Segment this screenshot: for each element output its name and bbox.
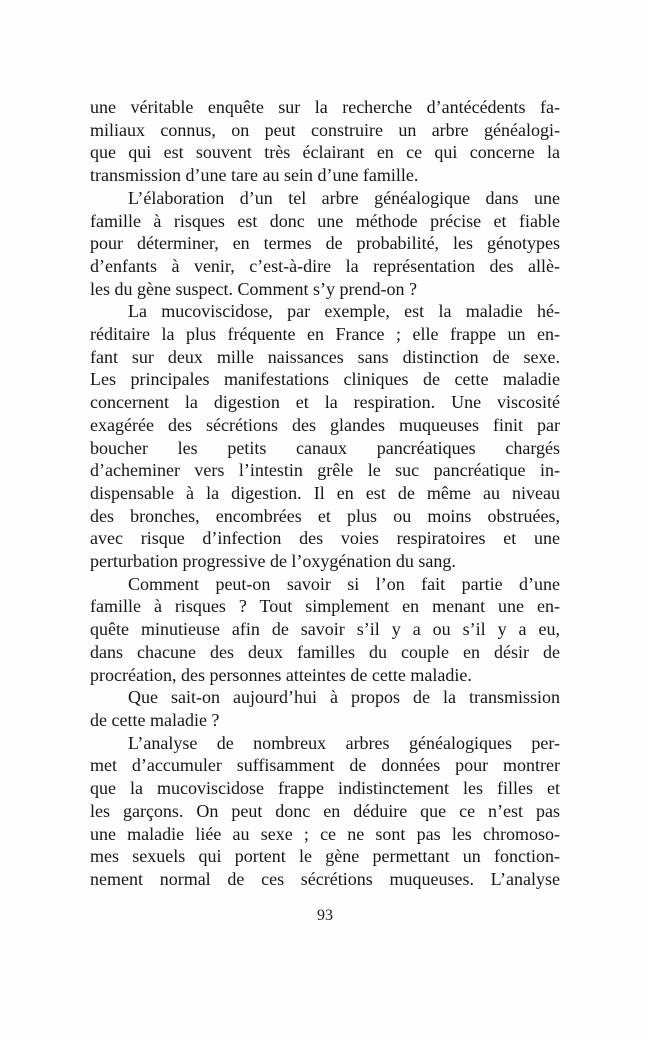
text-line: une véritable enquête sur la recherche d’antécédents fa- (90, 97, 560, 117)
text-line: L’élaboration d’un tel arbre généalogique dans une (128, 187, 560, 208)
text-line: de cette maladie ? (90, 709, 220, 730)
text-line: miliaux connus, on peut construire un arbre généalogi- (90, 119, 560, 140)
text-line: avec risque d’infection des voies respiratoires et une (90, 528, 560, 549)
text-line: Les principales manifestations cliniques de cette maladie (90, 369, 560, 390)
text-line: quête minutieuse afin de savoir s’il y a ou s’il y a eu, (90, 619, 560, 640)
text-line: famille à risques ? Tout simplement en menant une en- (90, 596, 560, 617)
text-line: que la mucoviscidose frappe indistinctement les filles et (90, 778, 560, 799)
text-line: Comment peut-on savoir si l’on fait partie d’une (128, 573, 560, 594)
paragraph (90, 732, 560, 891)
paragraph (90, 686, 560, 731)
text-line: une maladie liée au sexe ; ce ne sont pas les chromoso- (90, 823, 560, 844)
text-line: dispensable à la digestion. Il en est de même au niveau (90, 482, 560, 503)
text-line: pour déterminer, en termes de probabilité, les génotypes (90, 233, 560, 254)
paragraph (90, 96, 560, 187)
text-line: met d’accumuler suffisamment de données pour montrer (90, 755, 560, 776)
text-line: dans chacune des deux familles du couple en désir de (90, 641, 560, 662)
paragraph (90, 300, 560, 572)
text-line: exagérée des sécrétions des glandes muqueuses finit par (90, 414, 560, 435)
text-line: nement normal de ces sécrétions muqueuses. L’analyse (90, 868, 560, 889)
text-line: fant sur deux mille naissances sans distinction de sexe. (90, 346, 560, 367)
text-line: Que sait-on aujourd’hui à propos de la transmission (128, 687, 560, 708)
text-line: La mucoviscidose, par exemple, est la maladie hé- (128, 301, 560, 322)
text-line: boucher les petits canaux pancréatiques chargés (90, 437, 560, 458)
text-line: mes sexuels qui portent le gène permettant un fonction- (90, 846, 560, 867)
body-text (90, 96, 560, 891)
text-line: concernent la digestion et la respiration. Une viscosité (90, 392, 560, 413)
page-number: 93 (317, 907, 333, 924)
text-line: transmission d’une tare au sein d’une famille. (90, 165, 419, 186)
text-line: perturbation progressive de l’oxygénation du sang. (90, 551, 456, 572)
text-line: que qui est souvent très éclairant en ce qui concerne la (90, 142, 560, 163)
paragraph (90, 187, 560, 301)
text-line: L’analyse de nombreux arbres généalogiques per- (128, 732, 560, 753)
text-line: des bronches, encombrées et plus ou moins obstruées, (90, 505, 560, 526)
text-line: d’acheminer vers l’intestin grêle le suc pancréatique in- (90, 460, 560, 481)
paragraph (90, 573, 560, 687)
text-line: les garçons. On peut donc en déduire que ce n’est pas (90, 800, 560, 821)
text-line: procréation, des personnes atteintes de cette maladie. (90, 664, 472, 685)
text-line: réditaire la plus fréquente en France ; elle frappe un en- (90, 324, 560, 345)
text-line: les du gène suspect. Comment s’y prend-on ? (90, 278, 417, 299)
text-line: d’enfants à venir, c’est-à-dire la représentation des allè- (90, 255, 560, 276)
text-line: famille à risques est donc une méthode précise et fiable (90, 210, 560, 231)
